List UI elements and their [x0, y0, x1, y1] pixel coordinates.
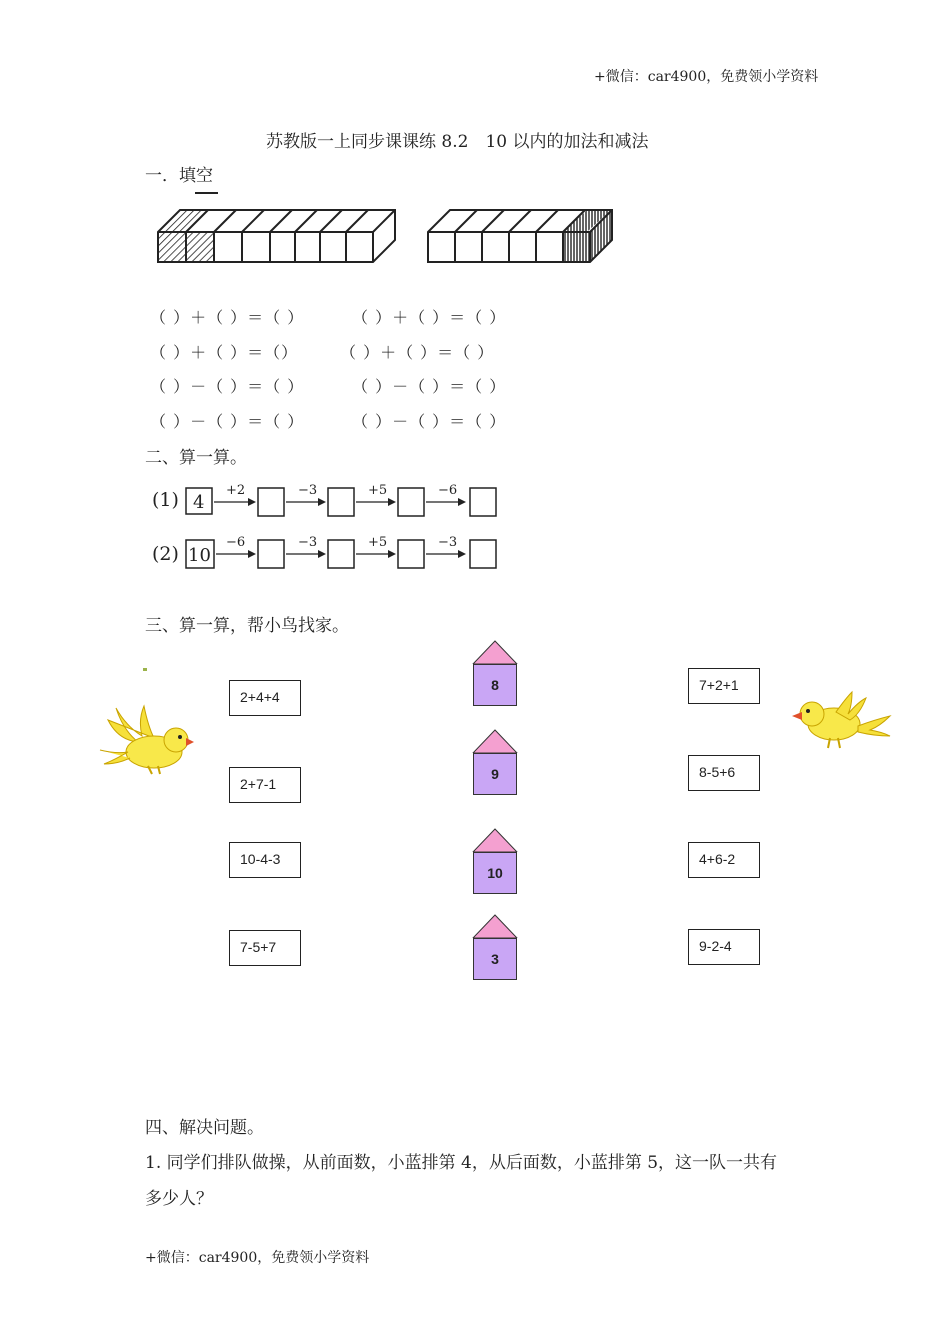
equation-1a: （ ）＋（ ）＝（ ）: [150, 308, 305, 327]
equation-2b: （ ）＋（ ）＝（ ）: [340, 343, 495, 362]
right-expression-box[interactable]: 9-2-4: [688, 929, 760, 965]
house-roof-icon: [472, 729, 518, 753]
right-expression-box[interactable]: 4+6-2: [688, 842, 760, 878]
page-title: 苏教版一上同步课课练 8.2 10 以内的加法和减法: [266, 132, 649, 152]
section1-heading: 一．填空: [145, 166, 213, 186]
chain2-op3: +5: [368, 535, 388, 550]
question-1-line2: 多少人？: [145, 1189, 213, 1209]
equation-1b: （ ）＋（ ）＝（ ）: [352, 308, 507, 327]
house-roof-icon: [472, 914, 518, 938]
chain2-answer-box[interactable]: [470, 540, 496, 568]
left-expression-box[interactable]: 7-5+7: [229, 930, 301, 966]
left-expression-box[interactable]: 10-4-3: [229, 842, 301, 878]
chain2-op1: −6: [226, 535, 246, 550]
chain1-op3: +5: [368, 483, 388, 498]
question-1-line1: 1. 同学们排队做操，从前面数，小蓝排第 4，从后面数，小蓝排第 5，这一队一共有: [145, 1153, 778, 1173]
bird-left-icon: [98, 700, 194, 780]
chain2-op4: −3: [438, 535, 458, 550]
house[interactable]: [472, 729, 518, 797]
house-number: 8: [473, 664, 517, 706]
chain2-answer-box[interactable]: [398, 540, 424, 568]
house-roof-icon: [472, 828, 518, 852]
house-number: 10: [473, 852, 517, 894]
house-number: 9: [473, 753, 517, 795]
section4-heading: 四、解决问题。: [145, 1118, 264, 1138]
chain1-answer-box[interactable]: [398, 488, 424, 516]
chain2-answer-box[interactable]: [328, 540, 354, 568]
chain2-label: (2): [152, 543, 179, 565]
section3-heading: 三、算一算，帮小鸟找家。: [145, 616, 349, 636]
footer-note: +微信：car4900，免费领小学资料: [145, 1250, 370, 1266]
chain2-answer-box[interactable]: [258, 540, 284, 568]
house[interactable]: [472, 914, 518, 982]
header-note: +微信：car4900，免费领小学资料: [594, 69, 819, 85]
house[interactable]: [472, 828, 518, 896]
section2-heading: 二、算一算。: [145, 448, 247, 468]
bird-right-icon: [790, 690, 892, 760]
equation-4a: （ ）－（ ）＝（ ）: [150, 412, 305, 431]
chain1-op1: +2: [226, 483, 246, 498]
chain1-answer-box[interactable]: [258, 488, 284, 516]
cube-rods-illustration: [150, 190, 620, 270]
right-expression-box[interactable]: 8-5+6: [688, 755, 760, 791]
calc-chains: [150, 476, 510, 576]
equation-2a: （ ）＋（ ）＝（）: [150, 343, 299, 362]
chain2-start: 10: [188, 545, 211, 566]
marker-dot: [143, 668, 147, 671]
chain1-answer-box[interactable]: [470, 488, 496, 516]
house-roof-icon: [472, 640, 518, 664]
equation-4b: （ ）－（ ）＝（ ）: [352, 412, 507, 431]
chain1-op4: −6: [438, 483, 458, 498]
house[interactable]: [472, 640, 518, 708]
chain1-label: (1): [152, 489, 179, 511]
house-number: 3: [473, 938, 517, 980]
left-expression-box[interactable]: 2+7-1: [229, 767, 301, 803]
chain2-op2: −3: [298, 535, 318, 550]
equation-3a: （ ）－（ ）＝（ ）: [150, 377, 305, 396]
chain1-answer-box[interactable]: [328, 488, 354, 516]
equation-3b: （ ）－（ ）＝（ ）: [352, 377, 507, 396]
right-expression-box[interactable]: 7+2+1: [688, 668, 760, 704]
chain1-op2: −3: [298, 483, 318, 498]
left-expression-box[interactable]: 2+4+4: [229, 680, 301, 716]
chain1-start: 4: [193, 492, 205, 513]
